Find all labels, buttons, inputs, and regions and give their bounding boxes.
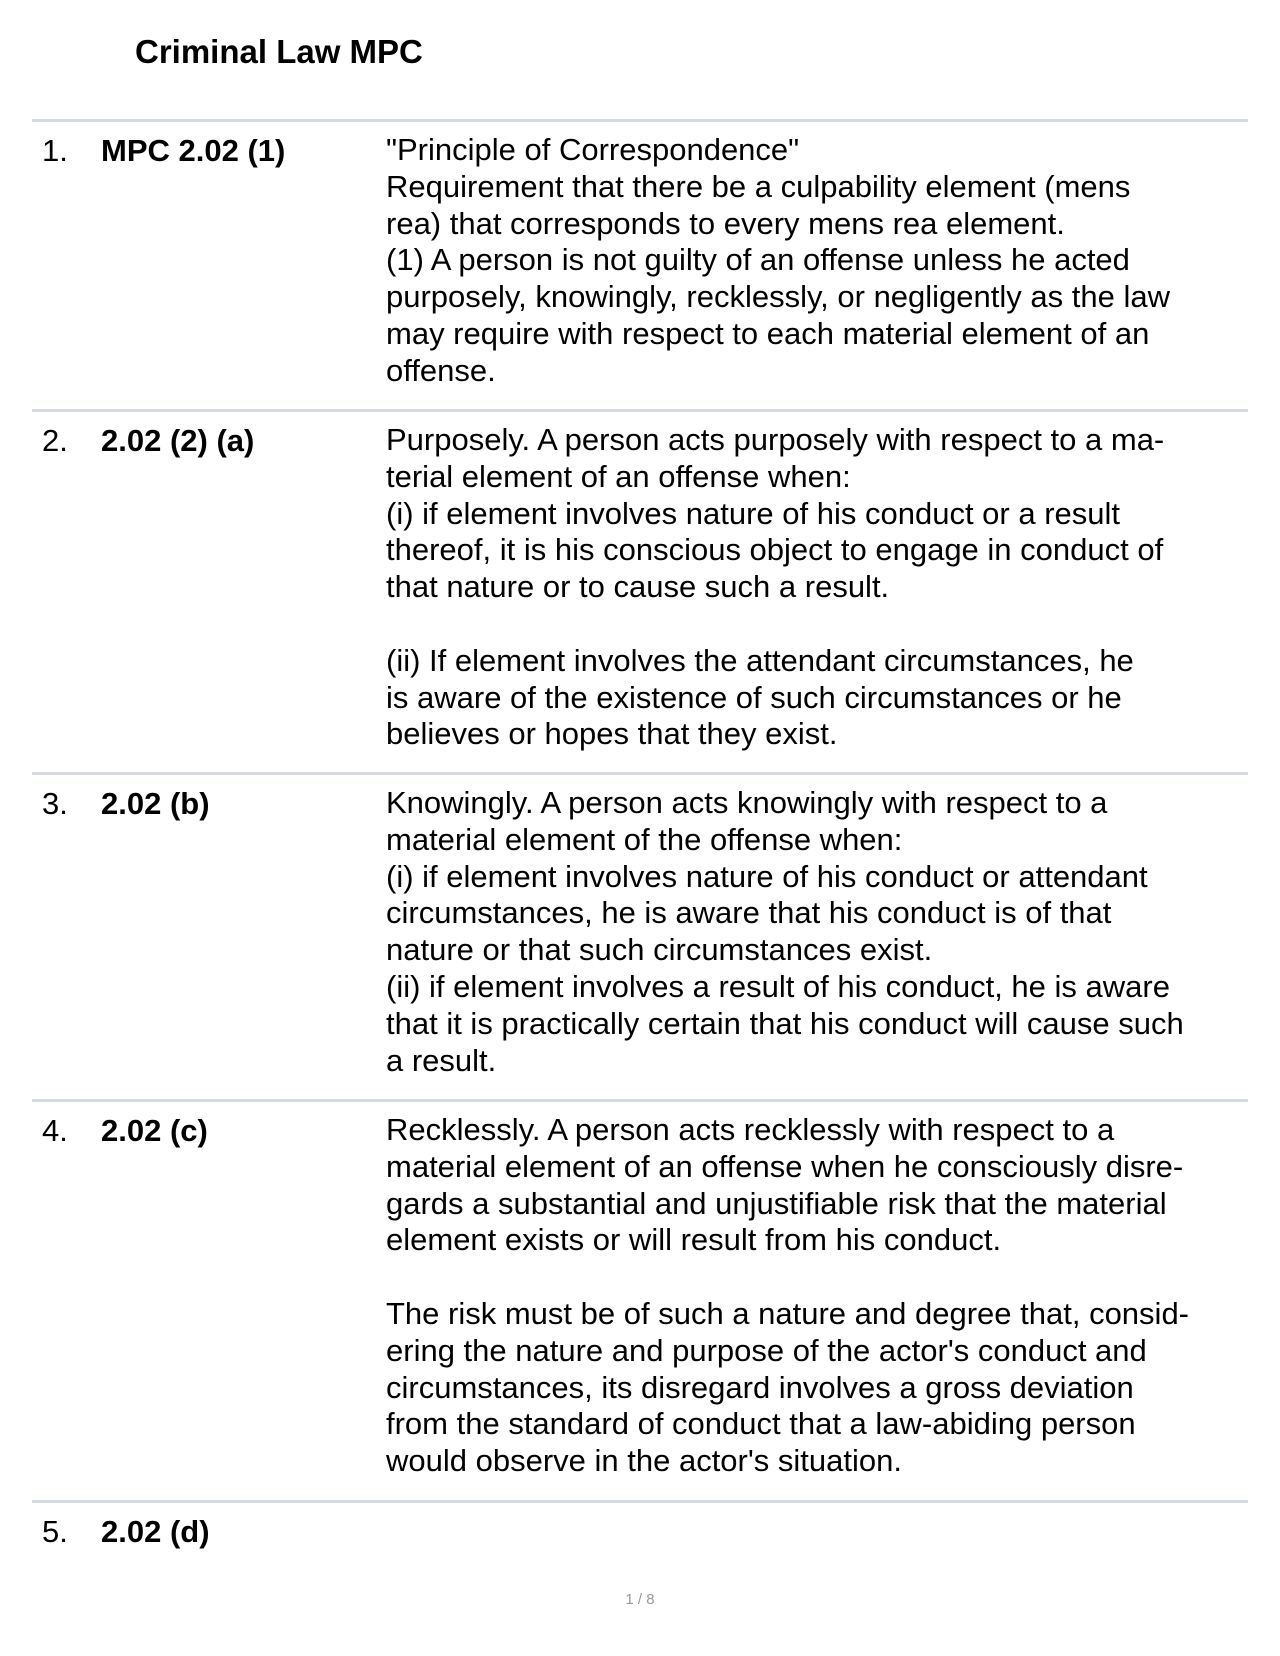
- document-title: Criminal Law MPC: [135, 33, 423, 70]
- definition-line: rea) that corresponds to every mens rea element.: [386, 205, 1065, 241]
- definition-line: would observe in the actor's situation.: [386, 1443, 902, 1479]
- definition-line: a result.: [386, 1042, 497, 1078]
- definition-line: thereof, it is his conscious object to engage in conduct of: [386, 532, 1164, 568]
- entry-row-5: [32, 1500, 1248, 1549]
- entry-number: 1.: [42, 133, 68, 168]
- definition-line: from the standard of conduct that a law-abiding person: [386, 1406, 1136, 1442]
- entry-term: 2.02 (b): [101, 786, 210, 821]
- definition-line: circumstances, he is aware that his conduct is of that: [386, 895, 1112, 931]
- definition-line: Knowingly. A person acts knowingly with respect to a: [386, 785, 1108, 820]
- definition-line: terial element of an offense when:: [386, 458, 851, 494]
- definition-line: Requirement that there be a culpability element (mens: [386, 168, 1131, 204]
- entry-term: MPC 2.02 (1): [101, 133, 286, 168]
- entry-definition: [386, 132, 1248, 390]
- definition-line: circumstances, its disregard involves a gross deviation: [386, 1369, 1134, 1405]
- entry-number: 4.: [42, 1113, 68, 1148]
- entry-term: 2.02 (2) (a): [101, 423, 255, 458]
- entry-row-1: [32, 119, 1248, 388]
- page-indicator: 1 / 8: [625, 1591, 655, 1608]
- definition-line: nature or that such circumstances exist.: [386, 932, 933, 968]
- definition-line: may require with respect to each material element of an: [386, 315, 1150, 351]
- definition-line: element exists or will result from his conduct.: [386, 1222, 1002, 1258]
- definition-line: is aware of the existence of such circumstances or he: [386, 679, 1122, 715]
- entry-number: 2.: [42, 423, 68, 458]
- definition-line: (i) if element involves nature of his conduct or attendant: [386, 858, 1148, 894]
- definition-line: purposely, knowingly, recklessly, or negligently as the law: [386, 279, 1170, 315]
- definition-line: Purposely. A person acts purposely with respect to a ma-: [386, 422, 1165, 457]
- definition-line: material element of an offense when he consciously disre-: [386, 1148, 1184, 1184]
- definition-line: ering the nature and purpose of the actor's conduct and: [386, 1332, 1147, 1368]
- definition-line: "Principle of Correspondence": [386, 132, 800, 167]
- entry-row-2: [32, 409, 1248, 752]
- definition-line: Recklessly. A person acts recklessly with respect to a: [386, 1112, 1115, 1147]
- entry-definition: [386, 785, 1248, 1079]
- entry-row-4: [32, 1099, 1248, 1479]
- definition-line: material element of the offense when:: [386, 821, 903, 857]
- definition-line: The risk must be of such a nature and degree that, consid-: [386, 1295, 1190, 1331]
- definition-line: that it is practically certain that his conduct will cause such: [386, 1005, 1184, 1041]
- paragraph-gap: [386, 606, 1248, 643]
- entry-row-3: [32, 772, 1248, 1078]
- definition-line: offense.: [386, 352, 496, 388]
- definition-line: (1) A person is not guilty of an offense unless he acted: [386, 242, 1130, 278]
- entry-number: 5.: [42, 1514, 68, 1549]
- definition-line: (ii) If element involves the attendant circumstances, he: [386, 642, 1134, 678]
- definition-line: (i) if element involves nature of his conduct or a result: [386, 495, 1121, 531]
- entry-definition: [386, 1112, 1248, 1480]
- definition-line: (ii) if element involves a result of his conduct, he is aware: [386, 968, 1170, 1004]
- definition-line: that nature or to cause such a result.: [386, 569, 890, 605]
- definition-line: gards a substantial and unjustifiable risk that the material: [386, 1185, 1167, 1221]
- paragraph-gap: [386, 1259, 1248, 1296]
- entry-term: 2.02 (c): [101, 1113, 208, 1148]
- entry-number: 3.: [42, 786, 68, 821]
- definition-line: believes or hopes that they exist.: [386, 716, 838, 752]
- entry-definition: [386, 422, 1248, 753]
- entry-term: 2.02 (d): [101, 1514, 210, 1549]
